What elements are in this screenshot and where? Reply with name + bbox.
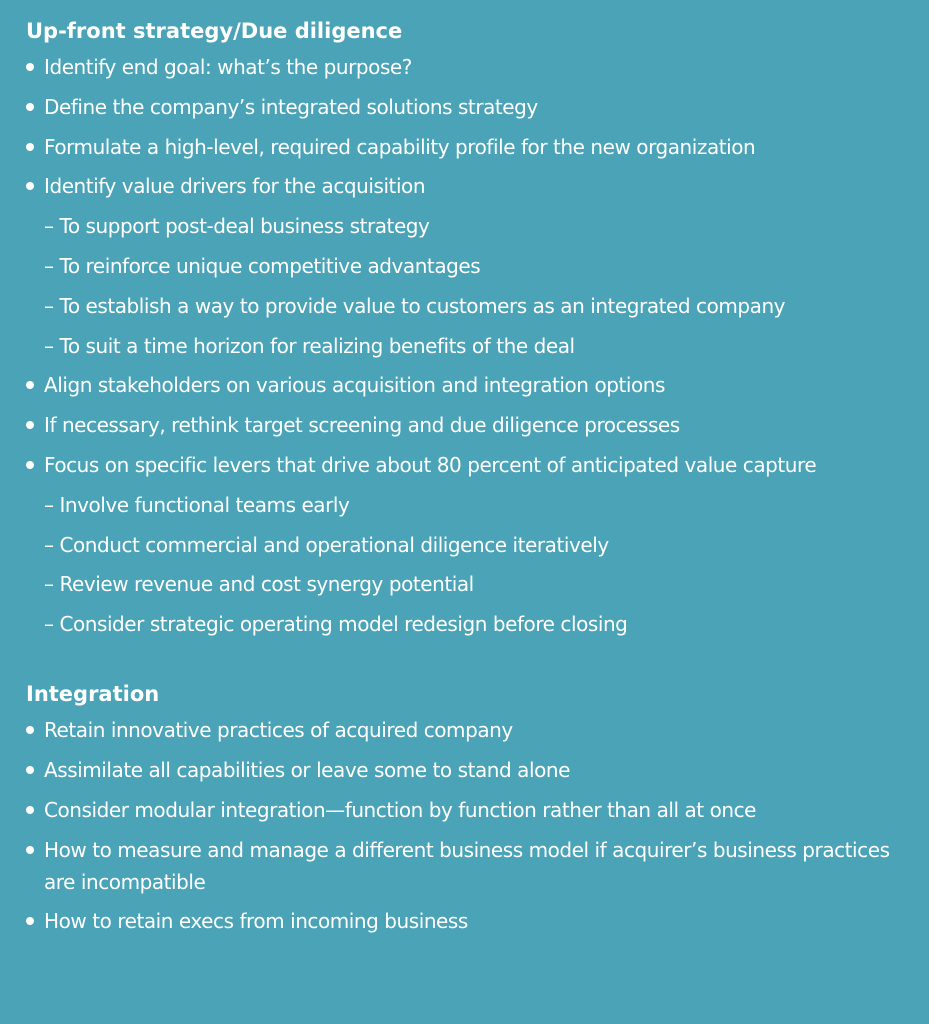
bullet-icon — [26, 182, 34, 190]
list-item: How to retain execs from incoming business — [26, 905, 909, 937]
list-item: Define the company’s integrated solutions strategy — [26, 91, 909, 123]
list-item: Align stakeholders on various acquisition and integration options — [26, 369, 909, 401]
bullet-icon — [26, 63, 34, 71]
section-title: Up-front strategy/Due diligence — [26, 19, 403, 43]
bullet-icon — [26, 381, 34, 389]
list-item: Focus on specific levers that drive about 80 percent of anticipated value capture — [26, 449, 909, 481]
bullet-icon — [26, 846, 34, 854]
bullet-icon — [26, 461, 34, 469]
sub-list-item: – Review revenue and cost synergy potential — [44, 572, 474, 597]
sub-list-item: – Consider strategic operating model redesign before closing — [44, 612, 628, 637]
list-item: Identify value drivers for the acquisition — [26, 170, 909, 202]
bullet-icon — [26, 143, 34, 151]
bullet-icon — [26, 917, 34, 925]
sub-list-item: – Conduct commercial and operational diligence iteratively — [44, 532, 609, 557]
bullet-icon — [26, 806, 34, 814]
bullet-icon — [26, 103, 34, 111]
item-list — [26, 51, 909, 640]
list-item: Formulate a high-level, required capability profile for the new organization — [26, 131, 909, 163]
bullet-icon — [26, 726, 34, 734]
bullet-icon — [26, 421, 34, 429]
list-item: Identify end goal: what’s the purpose? — [26, 51, 909, 83]
list-item: Retain innovative practices of acquired company — [26, 714, 909, 746]
sub-list-item: – To establish a way to provide value to customers as an integrated company — [44, 293, 786, 318]
item-list — [26, 714, 909, 937]
sub-list-item: – Involve functional teams early — [44, 492, 350, 517]
list-item: Assimilate all capabilities or leave some to stand alone — [26, 754, 909, 786]
list-item: Consider modular integration—function by function rather than all at once — [26, 794, 909, 826]
sub-list-item: – To suit a time horizon for realizing benefits of the deal — [44, 333, 575, 358]
list-item: How to measure and manage a different business model if acquirer’s business practices are incompatible — [26, 834, 909, 898]
section-due-diligence — [26, 17, 909, 640]
sub-list-item: – To support post-deal business strategy — [44, 214, 430, 239]
bullet-icon — [26, 766, 34, 774]
sub-list-item: – To reinforce unique competitive advantages — [44, 253, 481, 278]
section-title: Integration — [26, 682, 160, 707]
list-item: If necessary, rethink target screening and due diligence processes — [26, 409, 909, 441]
section-integration — [26, 680, 909, 937]
